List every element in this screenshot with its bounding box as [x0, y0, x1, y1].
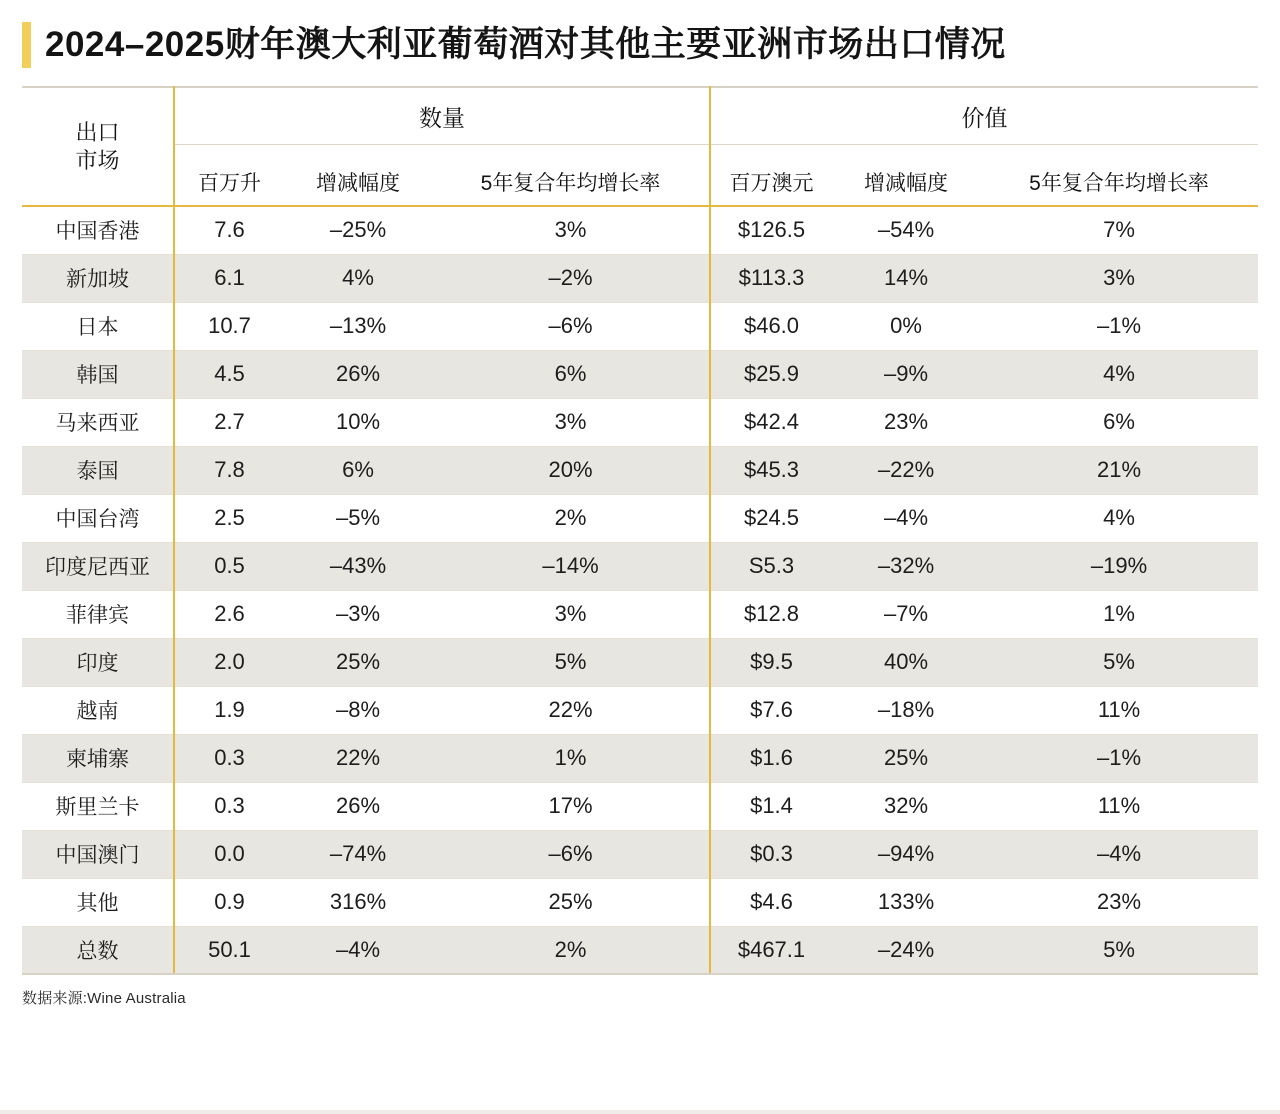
cell-value: $1.4 [710, 782, 832, 830]
cell-volume-cagr: 20% [432, 446, 710, 494]
cell-volume-change: –25% [284, 206, 432, 254]
cell-volume: 7.8 [174, 446, 284, 494]
table-row [22, 638, 1258, 686]
column-header-volume-change: 增减幅度 [316, 172, 400, 195]
cell-market: 中国香港 [22, 206, 174, 254]
cell-market: 越南 [22, 686, 174, 734]
cell-value-cagr: 5% [980, 638, 1258, 686]
cell-volume-cagr: 17% [432, 782, 710, 830]
cell-value-change: 133% [832, 878, 980, 926]
cell-volume-change: 22% [284, 734, 432, 782]
cell-value-change: 25% [832, 734, 980, 782]
cell-value-cagr: 6% [980, 398, 1258, 446]
cell-market: 泰国 [22, 446, 174, 494]
column-group-value: 价值 [710, 87, 1258, 145]
cell-value-cagr: 23% [980, 878, 1258, 926]
cell-value-change: –54% [832, 206, 980, 254]
title-text: 2024–2025财年澳大利亚葡萄酒对其他主要亚洲市场出口情况 [45, 24, 1006, 64]
cell-volume-cagr: 25% [432, 878, 710, 926]
cell-volume-cagr: –14% [432, 542, 710, 590]
cell-value-cagr: –1% [980, 734, 1258, 782]
cell-value-cagr: 11% [980, 686, 1258, 734]
cell-value-cagr: –4% [980, 830, 1258, 878]
column-header-market [22, 87, 174, 206]
cell-volume-change: –4% [284, 926, 432, 974]
cell-value-change: –22% [832, 446, 980, 494]
cell-volume: 2.5 [174, 494, 284, 542]
cell-value: $12.8 [710, 590, 832, 638]
cell-volume: 4.5 [174, 350, 284, 398]
cell-value-cagr: –1% [980, 302, 1258, 350]
cell-value: $7.6 [710, 686, 832, 734]
cell-volume-cagr: –2% [432, 254, 710, 302]
cell-value: $1.6 [710, 734, 832, 782]
cell-value: $0.3 [710, 830, 832, 878]
cell-value-cagr: 11% [980, 782, 1258, 830]
table-row [22, 782, 1258, 830]
cell-value-cagr: –19% [980, 542, 1258, 590]
cell-market: 中国澳门 [22, 830, 174, 878]
market-head-line1: 出口 [75, 120, 120, 145]
table-row [22, 830, 1258, 878]
table-row [22, 398, 1258, 446]
table-row [22, 206, 1258, 254]
cell-volume: 7.6 [174, 206, 284, 254]
cell-value: $45.3 [710, 446, 832, 494]
cell-value: S5.3 [710, 542, 832, 590]
column-header-million-litres: 百万升 [198, 172, 261, 195]
cell-value: $113.3 [710, 254, 832, 302]
cell-market: 马来西亚 [22, 398, 174, 446]
table-row [22, 734, 1258, 782]
table-header [22, 87, 1258, 206]
cell-market: 日本 [22, 302, 174, 350]
table-row [22, 926, 1258, 974]
cell-volume-change: 26% [284, 782, 432, 830]
cell-value-change: –24% [832, 926, 980, 974]
cell-value: $24.5 [710, 494, 832, 542]
table-row [22, 590, 1258, 638]
cell-volume-cagr: –6% [432, 830, 710, 878]
cell-volume-cagr: 3% [432, 590, 710, 638]
cell-value-cagr: 7% [980, 206, 1258, 254]
cell-market: 柬埔寨 [22, 734, 174, 782]
cell-volume-cagr: –6% [432, 302, 710, 350]
page-title [22, 14, 1258, 76]
cell-volume: 6.1 [174, 254, 284, 302]
cell-volume-change: 25% [284, 638, 432, 686]
cell-value-change: –94% [832, 830, 980, 878]
bottom-rule [0, 1110, 1280, 1114]
cell-volume: 2.0 [174, 638, 284, 686]
cell-volume: 2.6 [174, 590, 284, 638]
cell-volume: 10.7 [174, 302, 284, 350]
cell-volume-cagr: 2% [432, 926, 710, 974]
column-header-value-change: 增减幅度 [864, 172, 948, 195]
market-head-line2: 市场 [75, 147, 120, 173]
cell-volume: 2.7 [174, 398, 284, 446]
cell-market: 总数 [22, 926, 174, 974]
cell-volume-cagr: 5% [432, 638, 710, 686]
cell-volume-change: 4% [284, 254, 432, 302]
cell-value-change: –32% [832, 542, 980, 590]
cell-value-change: 40% [832, 638, 980, 686]
title-accent-bar [22, 22, 31, 68]
column-header-volume-cagr: 5年复合年均增长率 [432, 145, 710, 207]
table-row [22, 542, 1258, 590]
cell-value: $25.9 [710, 350, 832, 398]
cell-volume-change: –8% [284, 686, 432, 734]
cell-market: 其他 [22, 878, 174, 926]
cell-volume-change: 316% [284, 878, 432, 926]
table-header-row-group [22, 87, 1258, 145]
cell-volume-cagr: 3% [432, 206, 710, 254]
cell-value-change: –4% [832, 494, 980, 542]
table-row [22, 494, 1258, 542]
cell-value-change: 0% [832, 302, 980, 350]
column-group-quantity: 数量 [174, 87, 710, 145]
cell-value: $126.5 [710, 206, 832, 254]
cell-volume-change: –13% [284, 302, 432, 350]
cell-volume-change: –74% [284, 830, 432, 878]
source-note: 数据来源:Wine Australia [22, 990, 186, 1007]
cell-value-change: –18% [832, 686, 980, 734]
cell-value: $467.1 [710, 926, 832, 974]
table-body [22, 206, 1258, 974]
cell-volume-cagr: 22% [432, 686, 710, 734]
table-row [22, 350, 1258, 398]
cell-value-cagr: 21% [980, 446, 1258, 494]
cell-value-cagr: 1% [980, 590, 1258, 638]
cell-volume-cagr: 6% [432, 350, 710, 398]
cell-volume-change: 26% [284, 350, 432, 398]
table-row [22, 878, 1258, 926]
cell-volume: 0.0 [174, 830, 284, 878]
table-row [22, 446, 1258, 494]
cell-volume: 0.3 [174, 782, 284, 830]
cell-volume-change: 6% [284, 446, 432, 494]
cell-value-cagr: 5% [980, 926, 1258, 974]
cell-value-change: –7% [832, 590, 980, 638]
cell-volume-change: 10% [284, 398, 432, 446]
cell-volume-cagr: 2% [432, 494, 710, 542]
cell-volume: 0.5 [174, 542, 284, 590]
cell-volume-cagr: 3% [432, 398, 710, 446]
cell-value: $42.4 [710, 398, 832, 446]
cell-market: 印度尼西亚 [22, 542, 174, 590]
cell-value-cagr: 4% [980, 494, 1258, 542]
cell-volume: 50.1 [174, 926, 284, 974]
cell-value-change: 23% [832, 398, 980, 446]
cell-market: 菲律宾 [22, 590, 174, 638]
cell-value: $4.6 [710, 878, 832, 926]
export-table [22, 86, 1258, 975]
cell-market: 新加坡 [22, 254, 174, 302]
column-header-value-cagr: 5年复合年均增长率 [1029, 172, 1209, 195]
column-header-million-aud: 百万澳元 [729, 172, 814, 195]
cell-volume: 0.3 [174, 734, 284, 782]
table-row [22, 302, 1258, 350]
cell-value-cagr: 4% [980, 350, 1258, 398]
cell-market: 印度 [22, 638, 174, 686]
cell-volume: 0.9 [174, 878, 284, 926]
cell-market: 韩国 [22, 350, 174, 398]
table-row [22, 254, 1258, 302]
cell-volume-cagr: 1% [432, 734, 710, 782]
cell-volume-change: –5% [284, 494, 432, 542]
cell-value: $9.5 [710, 638, 832, 686]
table-row [22, 686, 1258, 734]
cell-value-change: 32% [832, 782, 980, 830]
table-header-row-sub [22, 145, 1258, 207]
cell-value-change: 14% [832, 254, 980, 302]
cell-volume-change: –43% [284, 542, 432, 590]
cell-value-cagr: 3% [980, 254, 1258, 302]
cell-value: $46.0 [710, 302, 832, 350]
cell-value-change: –9% [832, 350, 980, 398]
cell-market: 斯里兰卡 [22, 782, 174, 830]
cell-market: 中国台湾 [22, 494, 174, 542]
cell-volume-change: –3% [284, 590, 432, 638]
cell-volume: 1.9 [174, 686, 284, 734]
